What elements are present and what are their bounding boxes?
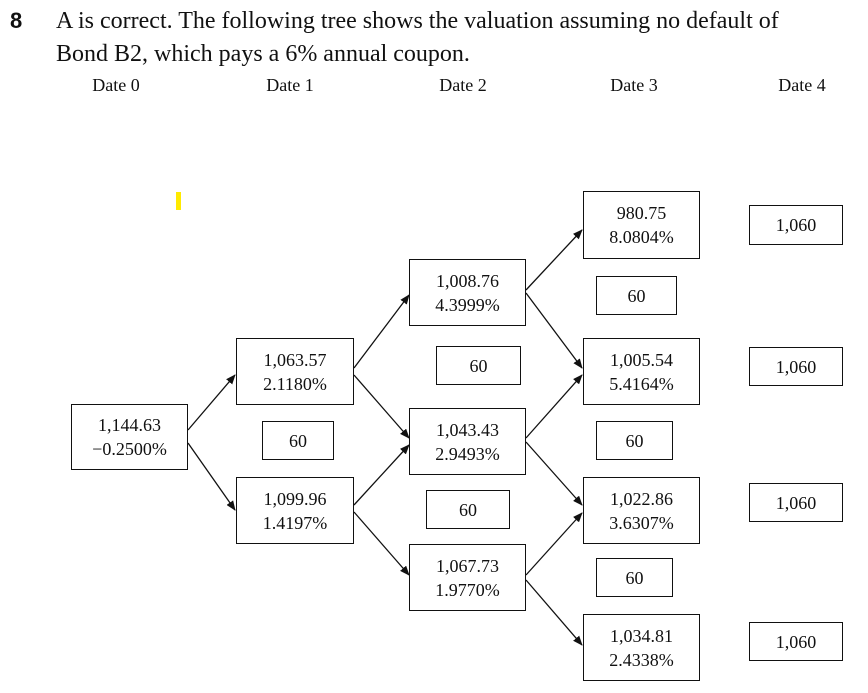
question-number: 8 [10, 8, 23, 33]
node-d0 [71, 404, 188, 470]
node-d1-up-rate: 2.1180% [263, 373, 327, 394]
node-d0-value: 1,144.63 [98, 415, 161, 435]
node-d2-bot-rate: 1.9770% [435, 579, 500, 600]
node-d4-4-value: 1,060 [775, 631, 817, 652]
date-4-label: Date 4 [778, 75, 826, 95]
node-d2-mid [409, 408, 526, 475]
arrow-d1down-to-d2mid [354, 445, 409, 505]
node-d3-2-value: 1,005.54 [610, 349, 673, 370]
node-d2-top-value: 1,008.76 [436, 270, 499, 291]
node-d2-mid-rate: 2.9493% [435, 443, 500, 464]
node-d2-bot-value: 1,067.73 [436, 555, 499, 576]
coupon-d2-1 [436, 346, 521, 385]
coupon-d3-3-value: 60 [625, 567, 644, 588]
coupon-d3-1-value: 60 [627, 285, 646, 306]
node-d4-2 [749, 347, 843, 386]
arrow-d2mid-to-d3n2 [526, 375, 582, 438]
node-d4-4 [749, 622, 843, 661]
node-d3-3 [583, 477, 700, 544]
node-d2-top-rate: 4.3999% [435, 294, 500, 315]
arrow-d1up-to-d2top [354, 295, 409, 368]
answer-text-line-2: Bond B2, which pays a 6% annual coupon. [56, 41, 470, 67]
arrow-d2top-to-d3n1 [526, 230, 582, 290]
node-d2-top [409, 259, 526, 326]
node-d2-mid-value: 1,043.43 [436, 419, 499, 440]
node-d1-up-value: 1,063.57 [263, 349, 327, 370]
node-d4-1-value: 1,060 [775, 215, 817, 235]
node-d3-3-rate: 3.6307% [609, 512, 674, 533]
node-d3-2-rate: 5.4164% [609, 373, 674, 394]
node-d3-4-rate: 2.4338% [609, 649, 674, 670]
node-d1-up [236, 338, 354, 405]
node-d3-1-rate: 8.0804% [609, 227, 674, 247]
coupon-d2-2-value: 60 [459, 499, 477, 520]
coupon-d3-1 [596, 276, 677, 315]
arrow-d2mid-to-d3n3 [526, 442, 582, 505]
coupon-d3-2 [596, 421, 673, 460]
coupon-d1-value: 60 [289, 430, 307, 451]
node-d0-rate: −0.2500% [92, 439, 167, 459]
arrow-d2top-to-d3n2 [526, 293, 582, 368]
arrow-d2bot-to-d3n4 [526, 580, 582, 645]
node-d4-1 [749, 205, 843, 245]
node-d3-2 [583, 338, 700, 405]
date-1-label: Date 1 [266, 75, 314, 95]
coupon-d1 [262, 421, 334, 460]
node-d1-down-rate: 1.4197% [262, 512, 328, 533]
date-3-label: Date 3 [610, 75, 658, 95]
date-0-label: Date 0 [92, 75, 140, 95]
node-d1-down [236, 477, 354, 544]
node-d1-down-value: 1,099.96 [263, 488, 327, 509]
node-d3-3-value: 1,022.86 [610, 488, 673, 509]
node-d2-bot [409, 544, 526, 611]
node-d3-1 [583, 191, 700, 259]
node-d4-3-value: 1,060 [775, 492, 817, 513]
arrow-d0-to-d1-down [188, 443, 235, 510]
node-d3-4 [583, 614, 700, 681]
date-2-label: Date 2 [439, 75, 487, 95]
answer-text-line-1: A is correct. The following tree shows the valuation assuming no default of [56, 8, 779, 34]
node-d4-2-value: 1,060 [775, 356, 817, 377]
arrow-d0-to-d1-up [188, 375, 235, 430]
coupon-d2-2 [426, 490, 510, 529]
node-d4-3 [749, 483, 843, 522]
coupon-d2-1-value: 60 [469, 355, 488, 376]
arrow-d1down-to-d2bot [354, 512, 409, 575]
node-d3-1-value: 980.75 [616, 203, 667, 223]
node-d3-4-value: 1,034.81 [610, 625, 673, 646]
coupon-d3-3 [596, 558, 673, 597]
coupon-d3-2-value: 60 [625, 430, 644, 451]
arrow-d2bot-to-d3n3 [526, 513, 582, 575]
arrow-d1up-to-d2mid [354, 375, 409, 438]
